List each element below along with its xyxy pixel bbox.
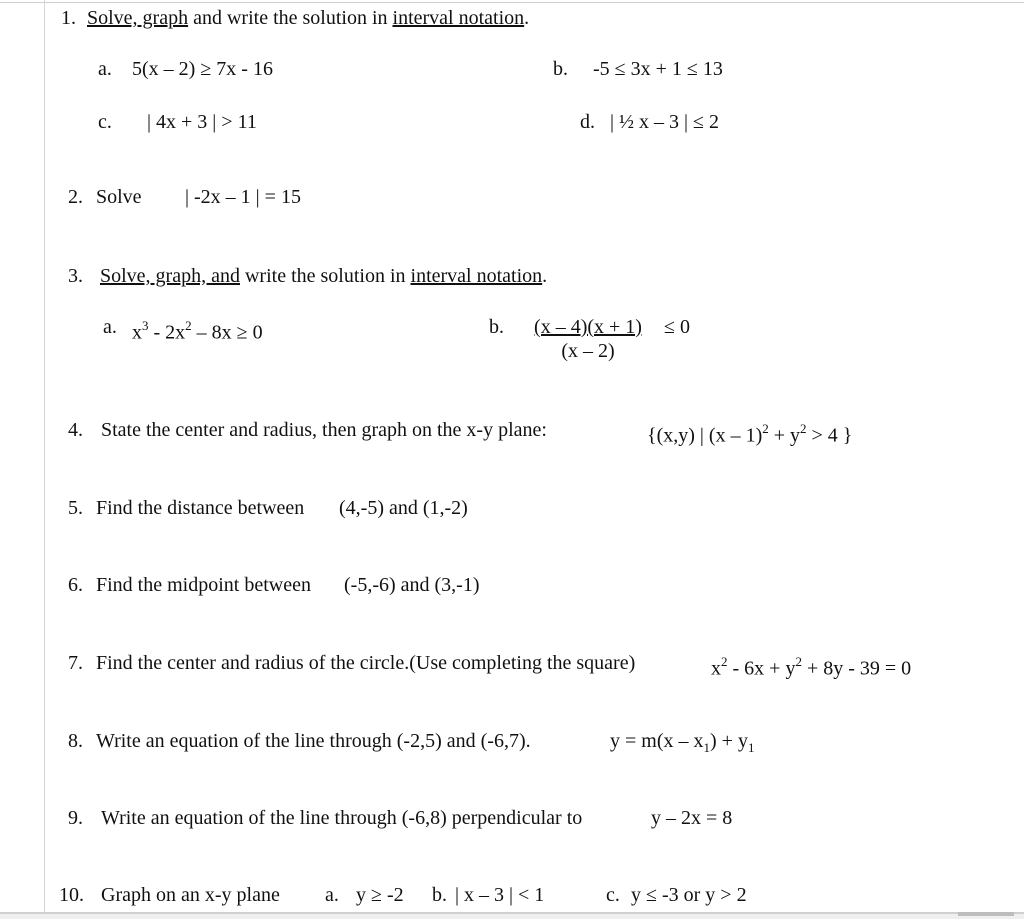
problem-5-number: 5.: [68, 497, 83, 519]
problem-1-heading-mid: and write the solution in: [188, 7, 393, 29]
problem-9-number: 9.: [68, 807, 83, 829]
problem-3b-fraction: [526, 315, 650, 363]
problem-3-link-solve-graph: Solve, graph, and: [100, 265, 240, 287]
problem-4-set-exp2: 2: [800, 421, 807, 436]
problem-7-eq-exp1: 2: [721, 654, 728, 669]
problem-10-number: 10.: [59, 884, 84, 906]
page-top-border: [0, 2, 1024, 3]
problem-8-formula-sub2: 1: [747, 740, 755, 755]
problem-7-number: 7.: [68, 652, 83, 674]
problem-7-text: Find the center and radius of the circle.(Use completing the square): [96, 652, 636, 674]
problem-6-text: Find the midpoint between: [96, 574, 311, 596]
problem-4-set-part1: {(x,y) | (x – 1): [647, 424, 763, 447]
problem-2-expression: | -2x – 1 | = 15: [185, 186, 301, 208]
problem-5-points: (4,-5) and (1,-2): [339, 497, 468, 519]
problem-4-set-part3: > 4 }: [806, 424, 853, 447]
problem-3b-relation: ≤ 0: [664, 316, 690, 338]
problem-4-set-exp1: 2: [762, 421, 769, 436]
problem-8-formula-sub1: 1: [703, 740, 710, 755]
problem-8-point-slope-formula: [610, 729, 754, 760]
problem-2-text: Solve: [96, 186, 142, 208]
problem-3-heading: [68, 264, 547, 288]
problem-1-heading-end: .: [524, 7, 530, 29]
problem-7-eq-part2: - 6x + y: [727, 657, 796, 680]
problem-1c-label: c.: [98, 111, 112, 133]
problem-3b-denominator: (x – 2): [561, 340, 615, 362]
problem-8-formula-part1: y = m(x – x: [610, 730, 704, 752]
problem-3a-term1: x: [132, 321, 142, 344]
problem-7-equation: [711, 651, 911, 681]
page-left-margin-line: [44, 0, 45, 919]
problem-8-number: 8.: [68, 730, 83, 752]
problem-1-heading: [61, 6, 529, 30]
problem-10b-expression: | x – 3 | < 1: [455, 884, 545, 906]
problem-4-set: [647, 418, 852, 448]
problem-3a-label: a.: [103, 316, 117, 338]
problem-3b-label: b.: [489, 316, 504, 338]
problem-10c-expression: y ≤ -3 or y > 2: [631, 884, 747, 906]
problem-10a-label: a.: [325, 884, 339, 906]
problem-4-number: 4.: [68, 419, 83, 441]
problem-3b-numerator: (x – 4)(x + 1): [534, 316, 642, 338]
problem-10b-label: b.: [432, 884, 447, 906]
problem-10a-expression: y ≥ -2: [356, 884, 404, 906]
problem-3a-rest: – 8x ≥ 0: [191, 321, 263, 344]
problem-7-eq-exp2: 2: [795, 654, 802, 669]
problem-9-text: Write an equation of the line through (-6,8) perpendicular to: [101, 807, 583, 829]
problem-1-link-interval-notation: interval notation: [392, 7, 525, 29]
problem-2-number: 2.: [68, 186, 83, 208]
problem-7-eq-part3: + 8y - 39 = 0: [801, 657, 912, 680]
problem-1a-expression: 5(x – 2) ≥ 7x - 16: [132, 58, 273, 80]
problem-8-text: Write an equation of the line through (-2,5) and (-6,7).: [96, 730, 531, 752]
problem-1d-expression: | ½ x – 3 | ≤ 2: [610, 111, 719, 133]
problem-7-eq-part1: x: [711, 657, 721, 680]
problem-1b-label: b.: [553, 58, 568, 80]
horizontal-scrollbar-thumb[interactable]: [958, 912, 1014, 916]
problem-6-points: (-5,-6) and (3,-1): [344, 574, 480, 596]
problem-1-link-solve-graph: Solve, graph: [87, 7, 189, 29]
problem-3a-exp1: 3: [142, 318, 149, 333]
problem-10-text: Graph on an x-y plane: [101, 884, 280, 906]
problem-3a-expression: [132, 315, 263, 345]
problem-3-link-interval-notation: interval notation: [410, 265, 543, 287]
problem-4-set-part2: + y: [768, 424, 801, 447]
problem-10c-label: c.: [606, 884, 620, 906]
problem-1-number: 1.: [61, 7, 76, 29]
problem-3-heading-end: .: [542, 265, 548, 287]
problem-3a-term2: - 2x: [148, 321, 186, 344]
horizontal-scrollbar-track[interactable]: [0, 914, 1024, 919]
problem-1d-label: d.: [580, 111, 595, 133]
problem-1b-expression: -5 ≤ 3x + 1 ≤ 13: [593, 58, 723, 80]
problem-8-formula-part2: ) + y: [710, 730, 748, 752]
problem-3a-exp2: 2: [185, 318, 192, 333]
problem-1c-expression: | 4x + 3 | > 11: [147, 111, 257, 133]
problem-5-text: Find the distance between: [96, 497, 305, 519]
problem-9-line-equation: y – 2x = 8: [651, 807, 733, 829]
problem-3-number: 3.: [68, 265, 83, 287]
problem-6-number: 6.: [68, 574, 83, 596]
problem-3-heading-mid: write the solution in: [239, 265, 411, 287]
problem-1a-label: a.: [98, 58, 112, 80]
problem-4-text: State the center and radius, then graph on the x-y plane:: [101, 419, 547, 441]
